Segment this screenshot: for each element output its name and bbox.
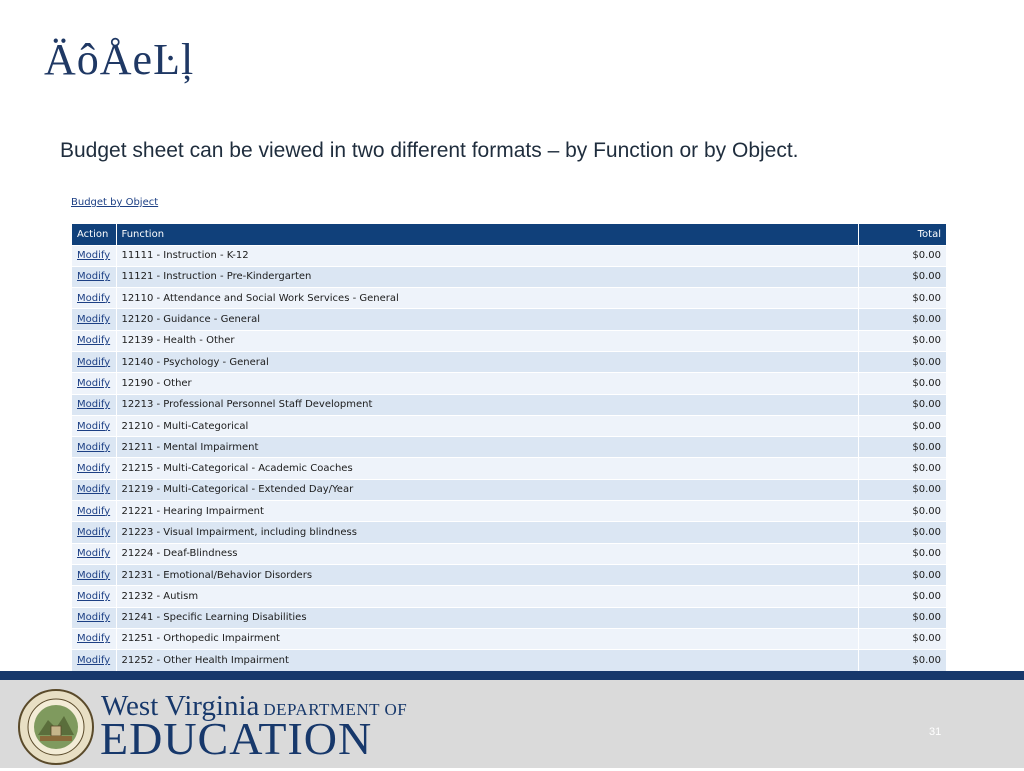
- modify-link[interactable]: Modify: [77, 292, 111, 304]
- total-cell: $0.00: [858, 288, 946, 309]
- table-row: [72, 394, 946, 415]
- total-cell: $0.00: [858, 415, 946, 436]
- table-row: [72, 564, 946, 585]
- action-cell: [72, 586, 116, 607]
- modify-link[interactable]: Modify: [77, 441, 111, 453]
- function-cell: 21210 - Multi-Categorical: [116, 415, 858, 436]
- action-cell: [72, 522, 116, 543]
- total-cell: $0.00: [858, 394, 946, 415]
- function-cell: 11111 - Instruction - K-12: [116, 245, 858, 266]
- action-cell: [72, 330, 116, 351]
- total-cell: $0.00: [858, 543, 946, 564]
- table-row: [72, 330, 946, 351]
- table-row: [72, 415, 946, 436]
- function-cell: 21221 - Hearing Impairment: [116, 501, 858, 522]
- action-cell: [72, 351, 116, 372]
- modify-link[interactable]: Modify: [77, 356, 111, 368]
- modify-link[interactable]: Modify: [77, 399, 111, 411]
- budget-by-object-link[interactable]: Budget by Object: [71, 197, 159, 208]
- total-cell: $0.00: [858, 437, 946, 458]
- action-cell: [72, 415, 116, 436]
- modify-link[interactable]: Modify: [77, 548, 111, 560]
- modify-link[interactable]: Modify: [77, 484, 111, 496]
- modify-link[interactable]: Modify: [77, 590, 111, 602]
- column-header-function[interactable]: Function: [116, 224, 858, 245]
- table-row: [72, 628, 946, 649]
- action-cell: [72, 564, 116, 585]
- table-row: [72, 586, 946, 607]
- action-cell: [72, 607, 116, 628]
- table-row: [72, 607, 946, 628]
- table-row: [72, 501, 946, 522]
- total-cell: $0.00: [858, 586, 946, 607]
- total-cell: $0.00: [858, 628, 946, 649]
- function-cell: 12190 - Other: [116, 373, 858, 394]
- budget-table-body: [72, 245, 946, 671]
- intro-text: Budget sheet can be viewed in two different formats – by Function or by Object.: [60, 139, 799, 162]
- function-cell: 21215 - Multi-Categorical - Academic Coaches: [116, 458, 858, 479]
- function-cell: 21224 - Deaf-Blindness: [116, 543, 858, 564]
- org-name-west-virginia: West Virginia: [101, 690, 260, 722]
- action-cell: [72, 309, 116, 330]
- modify-link[interactable]: Modify: [77, 655, 111, 667]
- page-number: 31: [929, 726, 942, 738]
- action-cell: [72, 437, 116, 458]
- table-row: [72, 650, 946, 671]
- total-cell: $0.00: [858, 266, 946, 287]
- function-cell: 21219 - Multi-Categorical - Extended Day/Year: [116, 479, 858, 500]
- action-cell: [72, 373, 116, 394]
- modify-link[interactable]: Modify: [77, 250, 111, 262]
- function-cell: 12110 - Attendance and Social Work Services - General: [116, 288, 858, 309]
- org-name-department: DEPARTMENT OF: [263, 700, 408, 719]
- action-cell: [72, 458, 116, 479]
- modify-link[interactable]: Modify: [77, 569, 111, 581]
- column-header-action[interactable]: Action: [72, 224, 116, 245]
- modify-link[interactable]: Modify: [77, 527, 111, 538]
- total-cell: $0.00: [858, 245, 946, 266]
- table-row: [72, 543, 946, 564]
- function-cell: 21241 - Specific Learning Disabilities: [116, 607, 858, 628]
- table-row: [72, 309, 946, 330]
- budget-panel: [70, 195, 946, 667]
- modify-link[interactable]: Modify: [77, 505, 111, 517]
- function-cell: 12140 - Psychology - General: [116, 351, 858, 372]
- footer-rule: [0, 671, 1024, 680]
- org-name-education: EDUCATION: [100, 713, 373, 764]
- modify-link[interactable]: Modify: [77, 314, 111, 326]
- total-cell: $0.00: [858, 309, 946, 330]
- total-cell: $0.00: [858, 458, 946, 479]
- function-cell: 21231 - Emotional/Behavior Disorders: [116, 564, 858, 585]
- table-row: [72, 351, 946, 372]
- function-cell: 21252 - Other Health Impairment: [116, 650, 858, 671]
- function-cell: 21251 - Orthopedic Impairment: [116, 628, 858, 649]
- table-row: [72, 288, 946, 309]
- action-cell: [72, 628, 116, 649]
- function-cell: 12120 - Guidance - General: [116, 309, 858, 330]
- function-cell: 12213 - Professional Personnel Staff Development: [116, 394, 858, 415]
- function-cell: 21232 - Autism: [116, 586, 858, 607]
- function-cell: 12139 - Health - Other: [116, 330, 858, 351]
- table-row: [72, 266, 946, 287]
- total-cell: $0.00: [858, 479, 946, 500]
- action-cell: [72, 479, 116, 500]
- modify-link[interactable]: Modify: [77, 612, 111, 624]
- action-cell: [72, 245, 116, 266]
- table-row: [72, 522, 946, 543]
- function-cell: 21211 - Mental Impairment: [116, 437, 858, 458]
- function-cell: 21223 - Visual Impairment, including blindness: [116, 522, 858, 543]
- table-row: [72, 458, 946, 479]
- total-cell: $0.00: [858, 373, 946, 394]
- wv-state-seal-icon: [16, 688, 96, 771]
- total-cell: $0.00: [858, 522, 946, 543]
- budget-table: [72, 224, 946, 671]
- action-cell: [72, 394, 116, 415]
- total-cell: $0.00: [858, 351, 946, 372]
- action-cell: [72, 288, 116, 309]
- modify-link[interactable]: Modify: [77, 463, 111, 475]
- modify-link[interactable]: Modify: [77, 377, 111, 389]
- total-cell: $0.00: [858, 330, 946, 351]
- action-cell: [72, 543, 116, 564]
- modify-link[interactable]: Modify: [77, 633, 111, 645]
- modify-link[interactable]: Modify: [77, 271, 111, 283]
- function-cell: 11121 - Instruction - Pre-Kindergarten: [116, 266, 858, 287]
- action-cell: [72, 501, 116, 522]
- total-cell: $0.00: [858, 650, 946, 671]
- total-cell: $0.00: [858, 564, 946, 585]
- slide-title: ÄôÅeĿļ: [44, 35, 195, 84]
- table-row: [72, 437, 946, 458]
- modify-link[interactable]: Modify: [77, 335, 111, 347]
- table-row: [72, 373, 946, 394]
- action-cell: [72, 266, 116, 287]
- action-cell: [72, 650, 116, 671]
- table-row: [72, 479, 946, 500]
- table-header-row: [72, 224, 946, 245]
- modify-link[interactable]: Modify: [77, 420, 111, 432]
- table-row: [72, 245, 946, 266]
- total-cell: $0.00: [858, 607, 946, 628]
- column-header-total[interactable]: Total: [858, 224, 946, 245]
- total-cell: $0.00: [858, 501, 946, 522]
